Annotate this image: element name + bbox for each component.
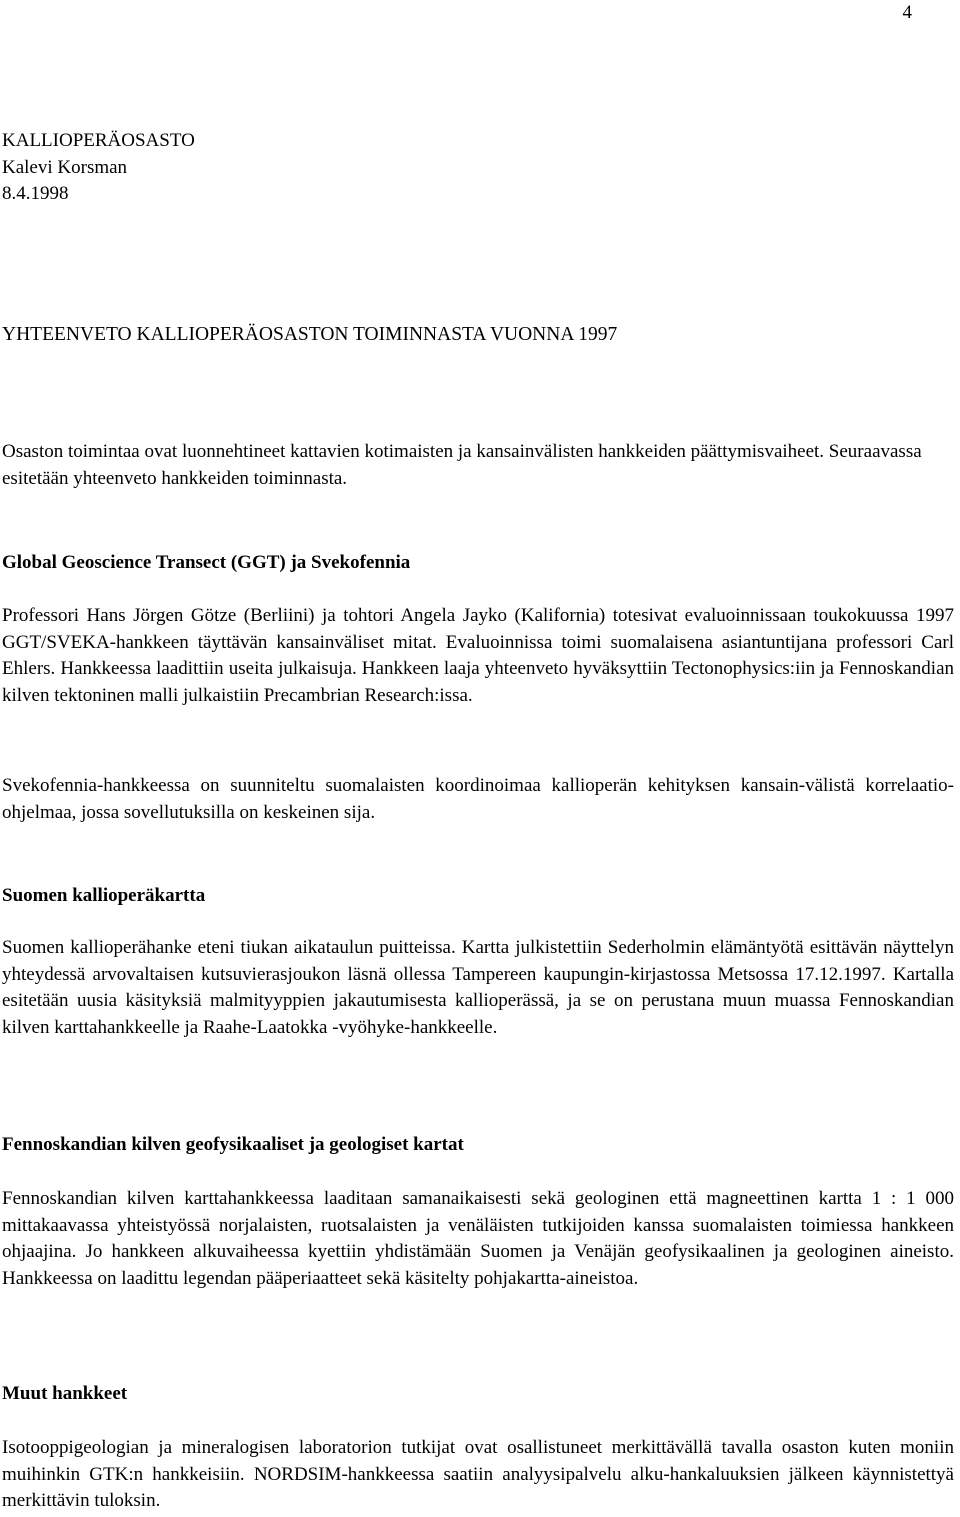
intro-paragraph: Osaston toimintaa ovat luonnehtineet kattavien kotimaisten ja kansainvälisten hankkeiden päättymisvaiheet. Seuraavassa esitetään yhteenveto hankkeiden toiminnasta. <box>2 441 922 489</box>
section-fennoscandia-maps-paragraph: Fennoskandian kilven karttahankkeessa laaditaan samanaikaisesti sekä geologinen että magneettinen kartta 1 : 1 000 mittakaavassa yhteistyössä norjalaisten, ruotsalaisten ja venäläisten tutkijoiden kanssa suomalaisten toimiessa hankkeen ohjaajina. Jo hankkeen alkuvaiheessa kyettiin yhdistämään Suomen ja Venäjän geofysikaalinen ja geologinen aineisto. Hankkeessa on laadittu legendan pääperiaatteet sekä käsitelty pohjakartta-aineistoa. <box>2 1188 954 1289</box>
section-title-ggt: Global Geoscience Transect (GGT) ja Svekofennia <box>2 552 411 573</box>
department-name: KALLIOPERÄOSASTO <box>2 130 195 151</box>
author-name: Kalevi Korsman <box>2 156 128 178</box>
document-header <box>2 128 954 208</box>
document-date: 8.4.1998 <box>2 183 69 204</box>
section-title-fennoscandia-maps: Fennoskandian kilven geofysikaaliset ja geologiset kartat <box>2 1134 464 1155</box>
section-title-other-projects: Muut hankkeet <box>2 1383 128 1404</box>
section-title-bedrock-map: Suomen kallioperäkartta <box>2 885 206 906</box>
main-title: YHTEENVETO KALLIOPERÄOSASTON TOIMINNASTA VUONNA 1997 <box>2 324 618 345</box>
section-ggt-paragraph-1: Professori Hans Jörgen Götze (Berliini) ja tohtori Angela Jayko (Kalifornia) totesivat evaluoinnissaan toukokuussa 1997 GGT/SVEKA-hankkeen täyttävän kansainväliset mitat. Evaluoinnissa toimi suomalaisena asiantuntijana professori Carl Ehlers. Hankkeessa laadittiin useita julkaisuja. Hankkeen laaja yhteenveto hyväksyttiin Tectonophysics:iin ja Fennoskandian kilven tektoninen malli julkaistiin Precambrian Research:issa. <box>2 605 954 706</box>
page-number: 4 <box>902 2 912 23</box>
section-bedrock-map-paragraph: Suomen kallioperähanke eteni tiukan aikataulun puitteissa. Kartta julkistettiin Sederholmin elämäntyötä esittävän näyttelyn yhteydessä arvovaltaisen kutsuvierasjoukon läsnä ollessa Tampereen kaupungin-kirjastossa Metsossa 17.12.1997. Kartalla esitetään uusia käsityksiä malmityyppien jakautumisesta kallioperässä, ja se on perustana muun muassa Fennoskandian kilven karttahankkeelle ja Raahe-Laatokka -vyöhyke-hankkeelle. <box>2 937 954 1038</box>
section-ggt-paragraph-2: Svekofennia-hankkeessa on suunniteltu suomalaisten koordinoimaa kallioperän kehityksen kansain-välistä korrelaatio-ohjelmaa, jossa sovellutuksilla on keskeinen sija. <box>2 775 954 823</box>
section-other-projects-paragraph: Isotooppigeologian ja mineralogisen laboratorion tutkijat ovat osallistuneet merkittävällä tavalla osaston kuten moniin muihinkin GTK:n hankkeisiin. NORDSIM-hankkeessa saatiin analyysipalvelu alku-hankaluuksien jälkeen käynnistettyä merkittävin tuloksin. <box>2 1437 954 1511</box>
